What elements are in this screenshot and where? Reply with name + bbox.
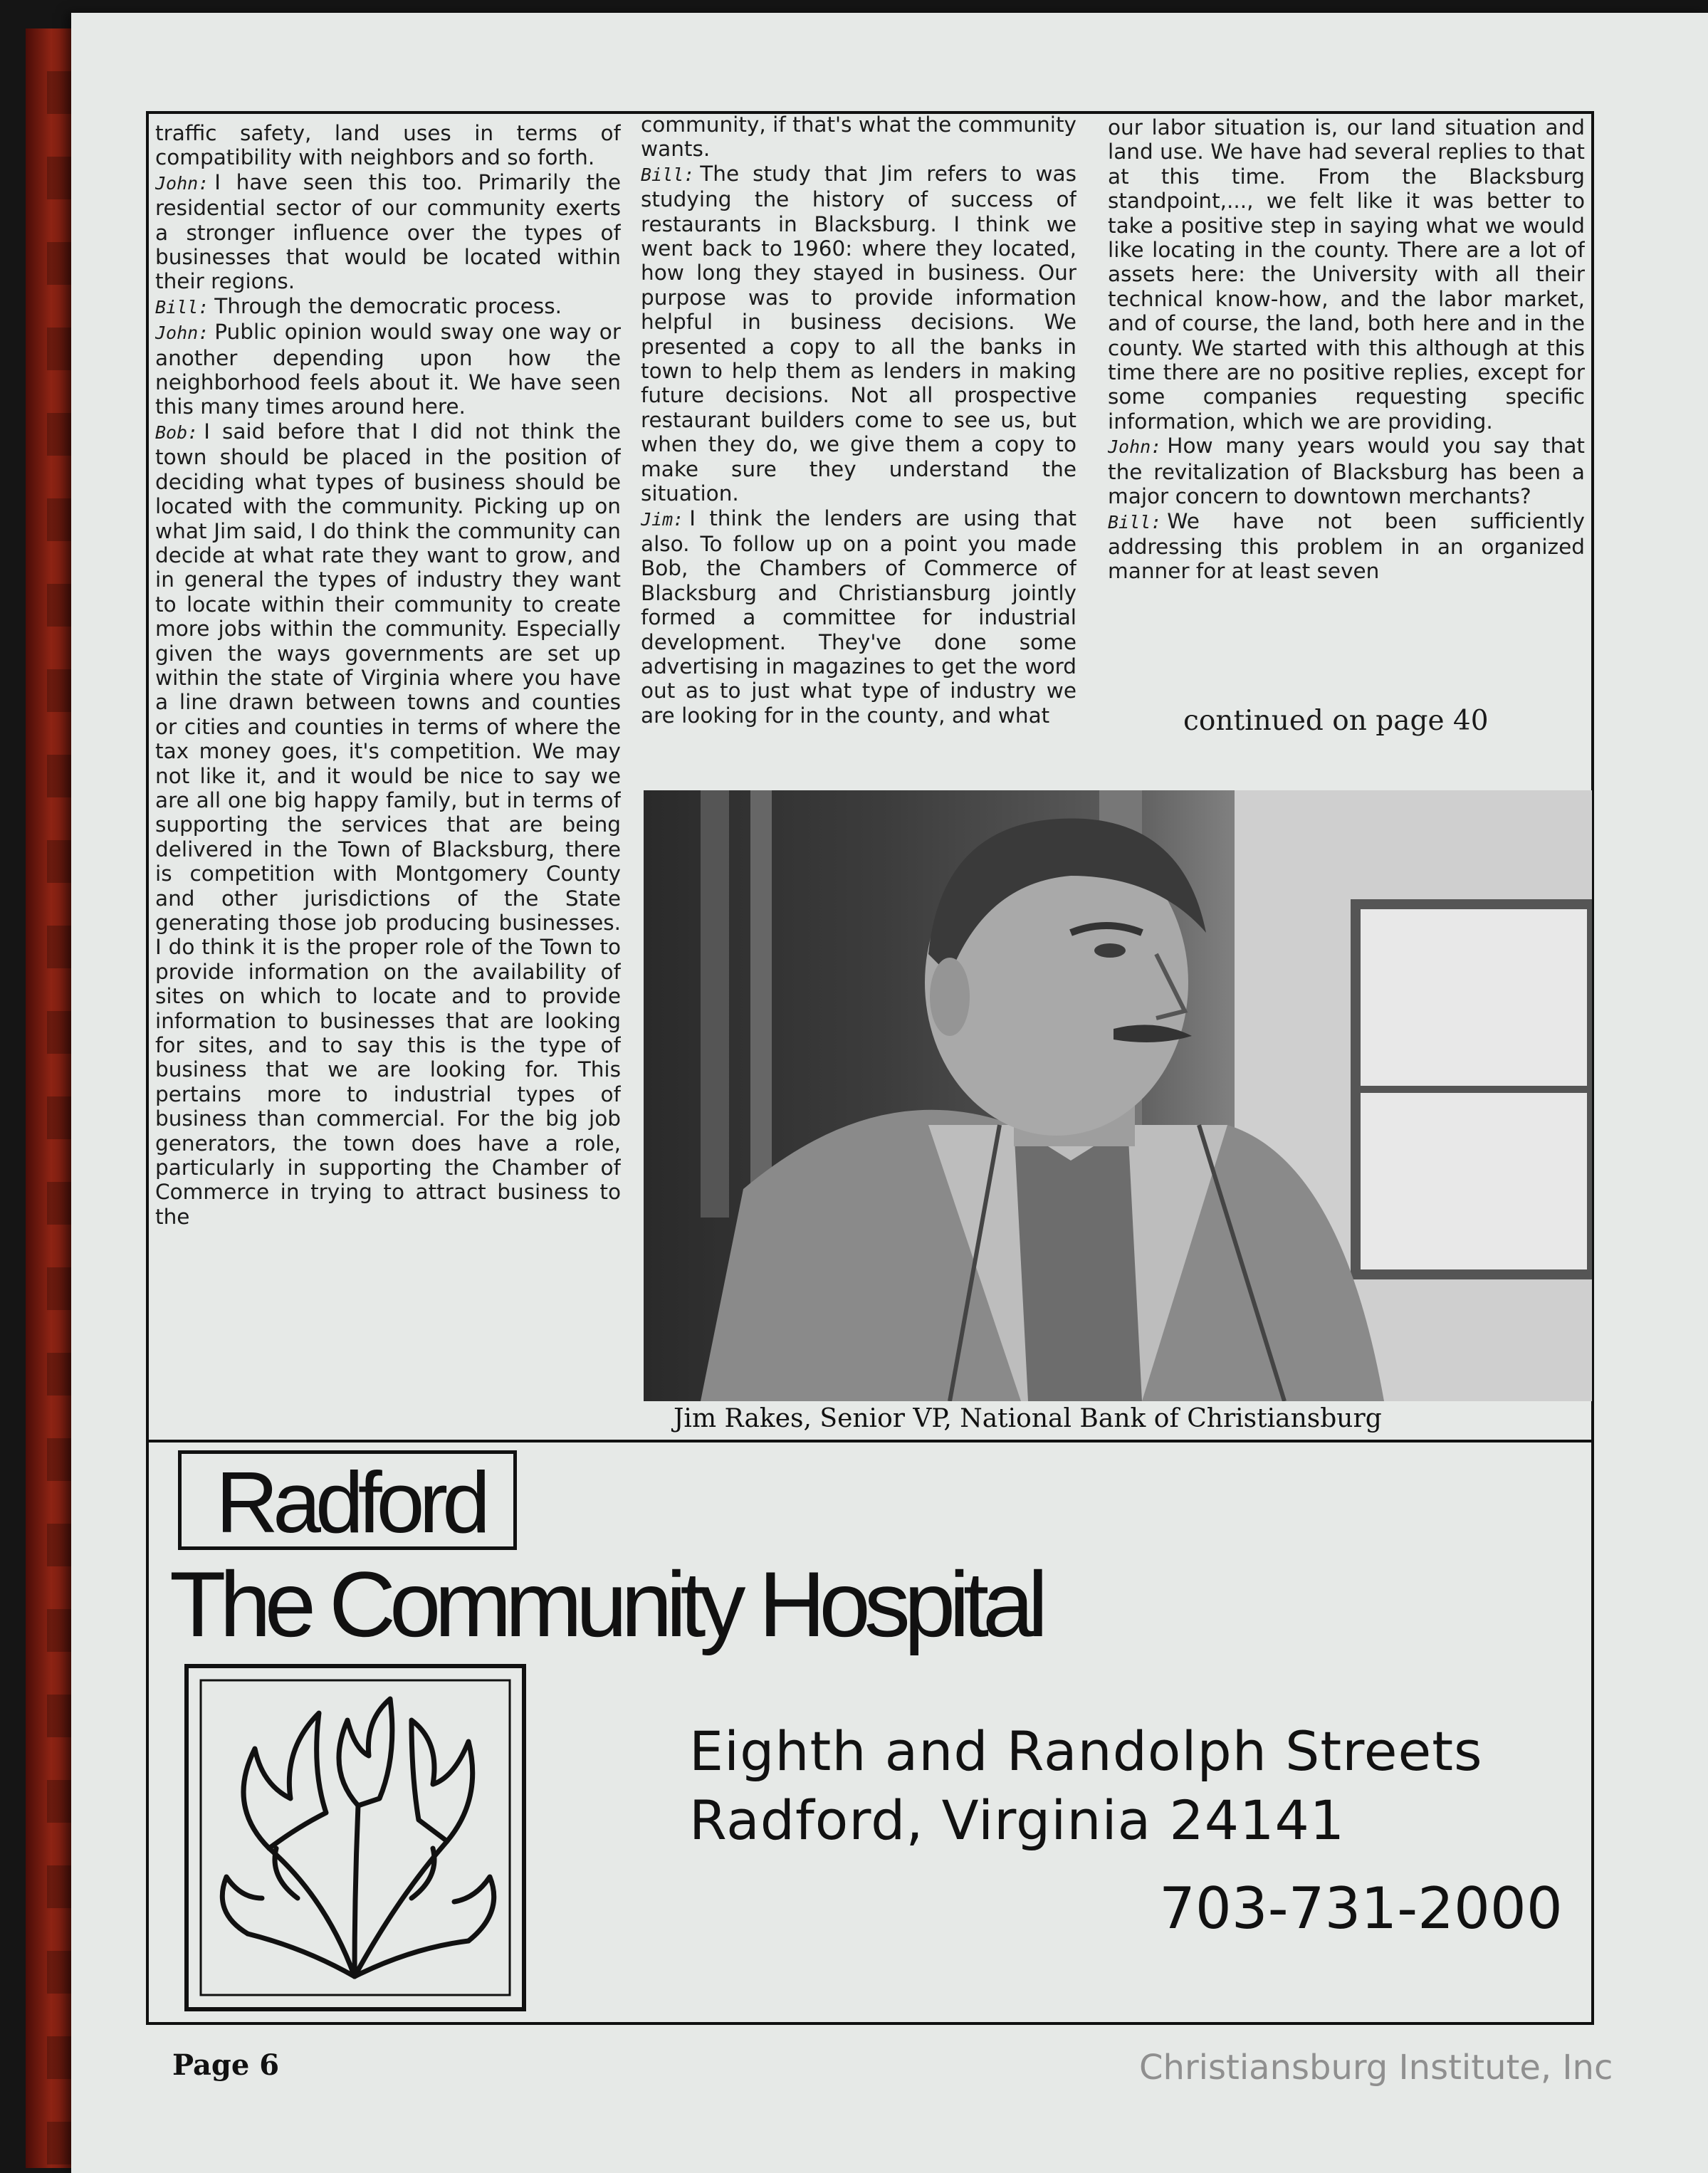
paragraph-text: traffic safety, land uses in terms of compatibility with neighbors and so forth. <box>155 121 621 170</box>
article-column-3 <box>1108 115 1585 685</box>
flame-flower-icon <box>184 1663 527 2012</box>
speaker-label: John: <box>155 172 209 194</box>
speaker-label: Bill: <box>1108 511 1162 533</box>
watermark: Christiansburg Institute, Inc <box>1139 2048 1613 2088</box>
phone-number: 703-731-2000 <box>1159 1875 1563 1942</box>
address-line-1: Eighth and Randolph Streets <box>689 1719 1483 1783</box>
article-paragraph <box>641 112 1076 162</box>
paragraph-text: Through the democratic process. <box>214 293 562 318</box>
article-paragraph <box>641 162 1076 506</box>
speaker-label: John: <box>1108 436 1162 458</box>
paragraph-text: Public opinion would sway one way or another depending upon how the neighborhood feels about it. We have seen this many times around here. <box>155 320 621 419</box>
speaker-label: Bill: <box>641 164 695 185</box>
article-paragraph <box>155 170 621 294</box>
paragraph-text: I think the lenders are using that also. To follow up on a point you made Bob, the Chambers of Commerce of Blacksburg and Christiansburg jointly formed a committee for industrial development. They've done some advertising in magazines to get the word out as to just what type of industry we are looking for in the county, and what <box>641 506 1076 728</box>
speaker-label: Bob: <box>155 421 199 443</box>
speaker-label: Bill: <box>155 296 209 318</box>
paragraph-text: community, if that's what the community wants. <box>641 112 1076 162</box>
article-paragraph <box>155 294 621 320</box>
paragraph-text: our labor situation is, our land situation and land use. We have had several replies to that at this time. From the Blacksburg standpoint,..., we felt like it was better to take a positive step in saying what we would like locating in the county. There are a lot of assets here: the University with all their technical know-how, and the labor market, and of course, the land, both here and in the county. We started with this although at this time there are no positive replies, except for some companies requesting specific information, which we are providing. <box>1108 115 1585 434</box>
portrait-photo <box>644 790 1592 1401</box>
ad-divider <box>146 1440 1594 1442</box>
portrait-illustration <box>644 790 1592 1401</box>
paragraph-text: I said before that I did not think the town should be placed in the position of deciding what types of business should be located with the community. Picking up on what Jim said, I do think the community can decide at what rate they want to grow, and in general the types of industry they want to locate within their community to create more jobs within the community. Especially given the ways governments are set up within the state of Virginia where you have a line drawn between towns and counties or cities and counties in terms of where the tax money goes, it's competition. We may not like it, and it would be nice to say we are all one big happy family, but in terms of supporting the services that are being delivered in the Town of Blacksburg, there is competition with Montgomery County and other jurisdictions of the State generating those job producing businesses. I do think it is the proper role of the Town to provide information on the availability of sites on which to locate and to provide information to businesses that are looking for sites, and to say this is the type of business that we are looking for. This pertains more to industrial types of business than commercial. For the big job generators, the town does have a role, particularly in supporting the Chamber of Commerce in trying to attract business to the <box>155 419 621 1229</box>
article-paragraph <box>641 506 1076 728</box>
hospital-name: The Community Hospital <box>169 1552 1042 1656</box>
paragraph-text: How many years would you say that the revitalization of Blacksburg has been a major concern to downtown merchants? <box>1108 434 1585 509</box>
paragraph-text: The study that Jim refers to was studying the history of success of restaurants in Blacksburg. I think we went back to 1960: where they located, how long they stayed in business. Our purpose was to provide information helpful in business decisions. We presented a copy to all the banks in town to help them as lenders in making future decisions. Not all prospective restaurant builders come to see us, but when they do, we give them a copy to make sure they understand the situation. <box>641 161 1076 506</box>
article-paragraph <box>1108 115 1585 434</box>
photo-caption: Jim Rakes, Senior VP, National Bank of Christiansburg <box>674 1404 1382 1433</box>
article-paragraph <box>1108 509 1585 584</box>
page-number: Page 6 <box>172 2048 280 2082</box>
speaker-label: Jim: <box>641 508 684 530</box>
article-paragraph <box>155 121 621 170</box>
article-column-1 <box>155 121 621 1438</box>
speaker-label: John: <box>155 323 209 344</box>
article-column-2 <box>641 112 1076 775</box>
article-paragraph <box>1108 434 1585 508</box>
article-paragraph <box>155 419 621 1229</box>
address-line-2: Radford, Virginia 24141 <box>689 1789 1346 1852</box>
paragraph-text: I have seen this too. Primarily the residential sector of our community exerts a stronger influence over the types of businesses that would be located within their regions. <box>155 169 621 294</box>
continued-note: continued on page 40 <box>1183 705 1489 737</box>
paragraph-text: We have not been sufficiently addressing this problem in an organized manner for at least seven <box>1108 508 1585 584</box>
article-paragraph <box>155 320 621 419</box>
radford-logo-text: Radford <box>215 1454 486 1551</box>
